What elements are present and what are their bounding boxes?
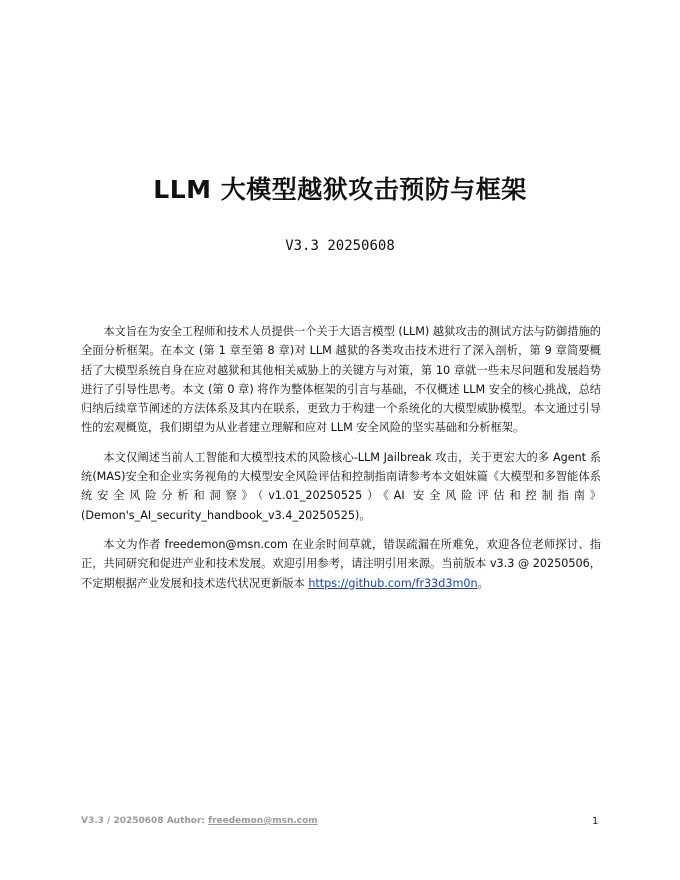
footer-email-link[interactable]: freedemon@msn.com xyxy=(208,816,318,826)
document-body xyxy=(81,322,601,603)
document-title: LLM 大模型越狱攻击预防与框架 xyxy=(153,175,527,204)
paragraph-abstract: 本文旨在为安全工程师和技术人员提供一个关于大语言模型 (LLM) 越狱攻击的测试方法与防御措施的全面分析框架。在本文 (第 1 章至第 8 章)对 LLM 越狱的各类攻击技术进行了深入剖析，第 9 章简要概括了大模型系统自身在应对越狱和其他相关威胁上的关键方与对策，第 10 章就一些未尽问题和发展趋势进行了引导性思考。本文 (第 0 章) 将作为整体框架的引言与基础，不仅概述 LLM 安全的核心挑战，总结归纳后续章节阐述的方法体系及其内在联系，更致力于构建一个系统化的大模型威胁模型。本文通过引导性的宏观概览，我们期望为从业者建立理解和应对 LLM 安全风险的坚实基础和分析框架。 xyxy=(81,325,601,435)
footer-version-author: V3.3 / 20250608 Author: xyxy=(81,816,209,826)
author-note-text: 本文为作者 freedemon@msn.com 在业余时间草就，错误疏漏在所难免，欢迎各位老师探讨、指正，共同研究和促进产业和技术发展。欢迎引用参考，请注明引用来源。当前版本 v3.3 @ 20250506，不定期根据产业发展和技术迭代状况更新版本 xyxy=(81,537,601,590)
github-link[interactable]: https://github.com/fr33d3m0n xyxy=(308,576,478,590)
author-note-end: 。 xyxy=(477,576,489,590)
page-footer xyxy=(81,816,601,826)
page-number: 1 xyxy=(592,816,599,827)
paragraph-scope: 本文仅阐述当前人工智能和大模型技术的风险核心-LLM Jailbreak 攻击，关于更宏大的多 Agent 系统(MAS)安全和企业实务视角的大模型安全风险评估和控制指南请参考本文姐妹篇《大模型和多智能体系统安全风险分析和洞察》（v1.01_20250525）《AI 安全风险评估和控制指南》(Demon's_AI_security_handbook_v3.4_20250525)。 xyxy=(81,450,601,522)
document-version: V3.3 20250608 xyxy=(285,238,395,254)
paragraph-author-note xyxy=(81,535,601,593)
